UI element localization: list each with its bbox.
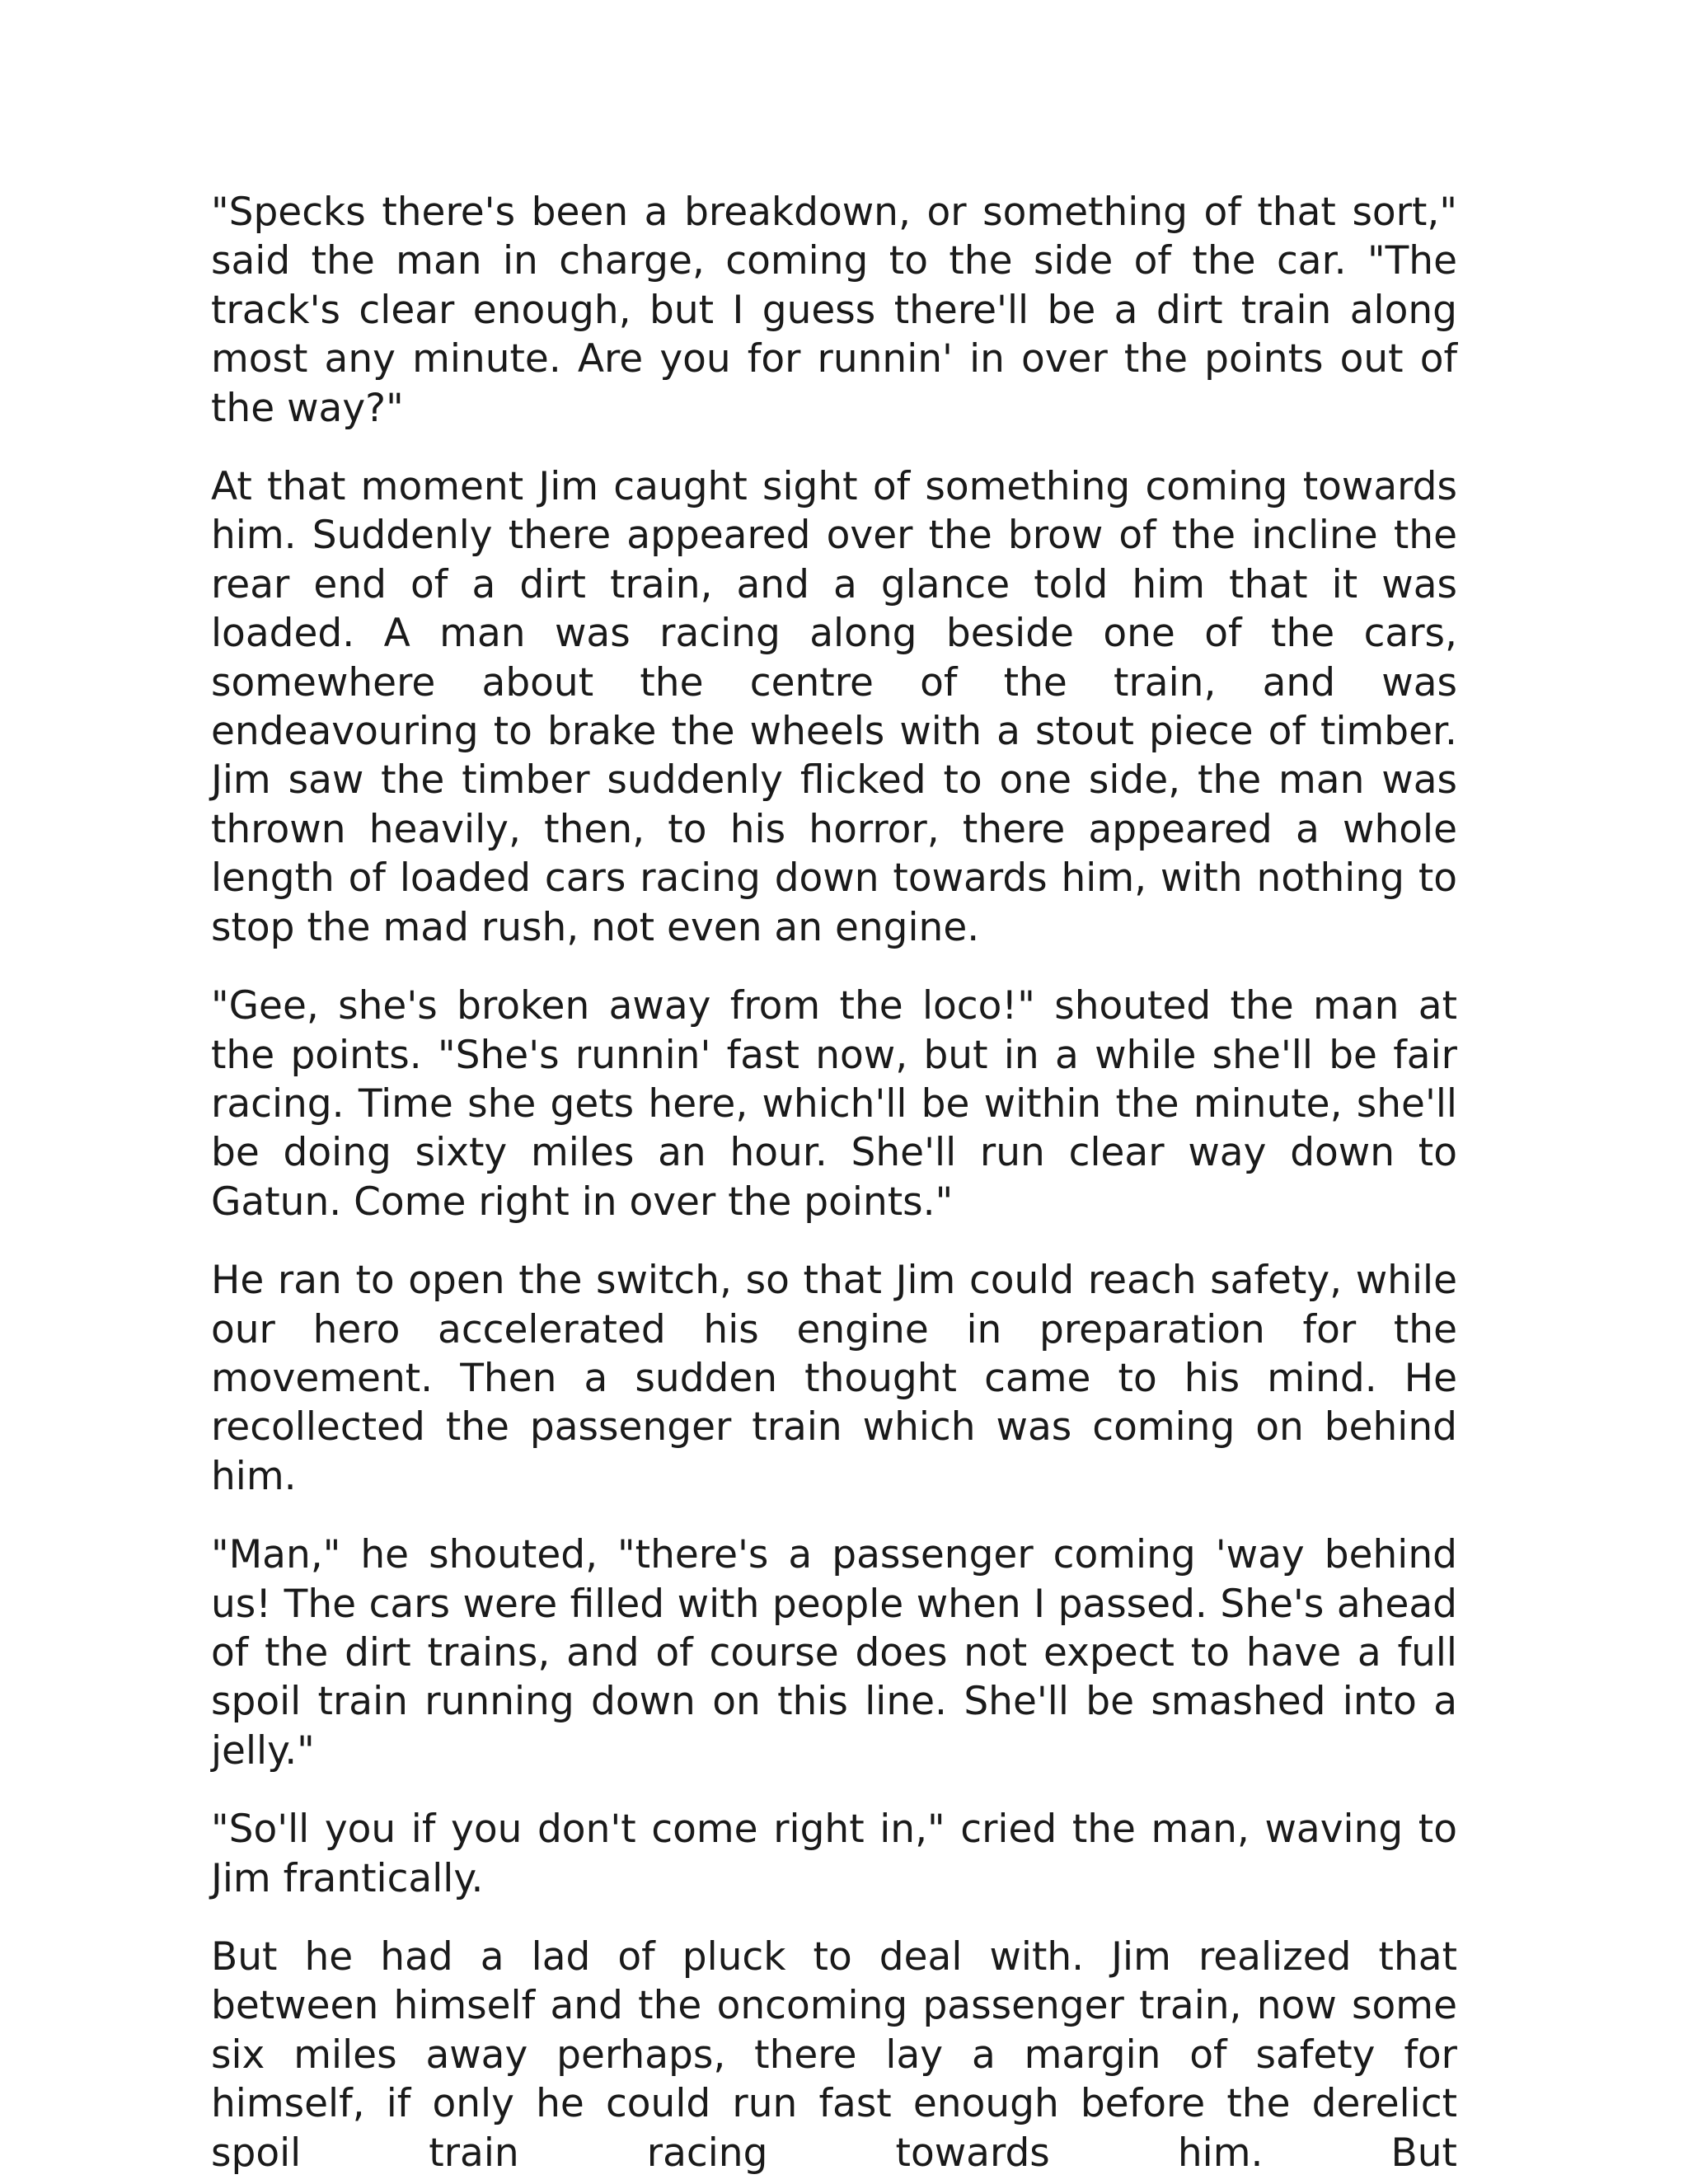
paragraph-3: "Gee, she's broken away from the loco!" shouted the man at the points. "She's runnin' fast now, but in a while she'll be fair racing. Time she gets here, which'll be within the minute, she'll be doing sixty miles an hour. She'll run clear way down to Gatun. Come right in over the points." <box>211 983 1457 1225</box>
paragraph-1: "Specks there's been a breakdown, or something of that sort," said the man in charge, coming to the side of the car. "The track's clear enough, but I guess there'll be a dirt train along most any minute. Are you for runnin' in over the points out of the way?" <box>211 190 1457 431</box>
paragraph-4: He ran to open the switch, so that Jim could reach safety, while our hero accelerated his engine in preparation for the movement. Then a sudden thought came to his mind. He recollected the passenger train which was coming on behind him. <box>211 1258 1457 1499</box>
paragraph-7: But he had a lad of pluck to deal with. Jim realized that between himself and the oncoming passenger train, now some six miles away perhaps, there lay a margin of safety for himself, if only he could run fast enough before the derelict spoil train racing towards him. But <box>211 1934 1457 2176</box>
paragraph-5: "Man," he shouted, "there's a passenger coming 'way behind us! The cars were filled with people when I passed. She's ahead of the dirt trains, and of course does not expect to have a full spoil train running down on this line. She'll be smashed into a jelly." <box>211 1532 1457 1774</box>
paragraph-6: "So'll you if you don't come right in," cried the man, waving to Jim frantically. <box>211 1807 1457 1901</box>
book-page <box>211 188 1457 2177</box>
paragraph-2: At that moment Jim caught sight of something coming towards him. Suddenly there appeared over the brow of the incline the rear end of a dirt train, and a glance told him that it was loaded. A man was racing along beside one of the cars, somewhere about the centre of the train, and was endeavouring to brake the wheels with a stout piece of timber. Jim saw the timber suddenly flicked to one side, the man was thrown heavily, then, to his horror, there appeared a whole length of loaded cars racing down towards him, with nothing to stop the mad rush, not even an engine. <box>211 464 1457 950</box>
